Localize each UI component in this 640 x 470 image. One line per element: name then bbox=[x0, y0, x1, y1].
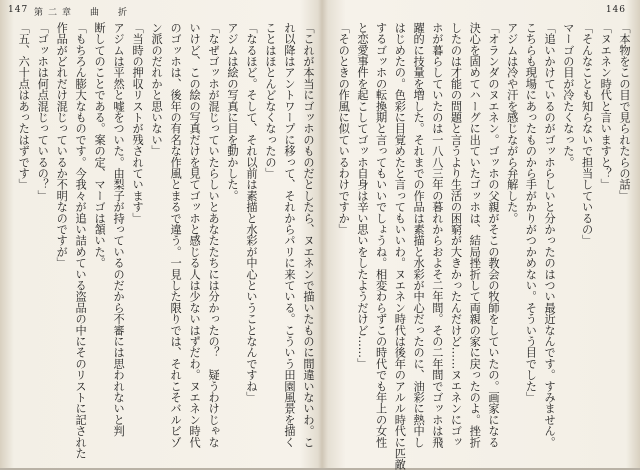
text-line: アジムは冷や汗を感じながら弁解した。 bbox=[505, 22, 519, 224]
text-line: 躍的に技量を増した。それまでの作品は素描と水彩が中心だったのに、油彩に熱中し bbox=[412, 22, 426, 448]
text-line: 作品がどれだけ混じっているか不明なのですが」 bbox=[55, 22, 69, 269]
text-line: 「なぜゴッホが混じっていたらしいとあなたたちには分かったの？ 疑うわけじゃな bbox=[207, 22, 221, 448]
text-line: したのは才能の問題と言うより生活の困窮が大きかったんだけど……ヌエネンにゴッ bbox=[449, 22, 463, 448]
text-line: ホが暮らしていたのは一八八三年の暮れからおよそ二年間。その二年間でゴッホは飛 bbox=[430, 22, 444, 448]
left-text-columns bbox=[17, 22, 315, 459]
text-line: こちらも現場にあったものから手がかりがつかめない。そういう目でした」 bbox=[524, 22, 538, 403]
chapter-title: 第二章 曲 折 bbox=[34, 8, 133, 18]
text-line: 「当時の押収リストが残されています」 bbox=[131, 22, 145, 224]
left-page bbox=[0, 0, 320, 468]
text-line: いけど、この絵の写真だけを見てゴッホと感じる人は少ないはずだわ。ヌエネン時代 bbox=[188, 22, 202, 448]
text-line: 「オランダのヌエネン。ゴッホの父親がそこの教会の牧師をしていたの。画家になる bbox=[486, 22, 500, 448]
right-page bbox=[320, 0, 640, 468]
text-line: 「本物をこの目で見られたらの話」 bbox=[617, 22, 631, 202]
text-line: アジムは絵の写真に目を動かした。 bbox=[226, 22, 240, 202]
text-line: マーゴの目が冷たくなった。 bbox=[561, 22, 575, 168]
text-line: と恋愛事件を起こしてゴッホ自身は辛い思いをしたようだけど……」 bbox=[355, 22, 369, 370]
text-line: 「これが本当にゴッホのものだとしたら、ヌエネンで描いたものに間違いないわ。こ bbox=[301, 22, 315, 448]
text-line: 「五、六十点はあったはずです」 bbox=[17, 22, 31, 190]
text-line: 決心を固めてハーグに出ていたゴッホは、結局挫折して両親の家に戻ったのよ。挫折 bbox=[468, 22, 482, 448]
text-line: アジムは平然と嘘をついた。由梨子が持っているのだから不審には思われないと判 bbox=[112, 22, 126, 437]
text-line: するゴッホの転換期と言ってもいいでしょうね。相変わらずこの時代でも年上の女性 bbox=[374, 22, 388, 448]
text-line: 「そのときの作風に似ているわけですか」 bbox=[337, 22, 351, 235]
text-line: ン派のだれかと思いない」 bbox=[150, 22, 164, 157]
right-text-columns bbox=[337, 22, 631, 470]
text-line: ことはほとんどなくなったの」 bbox=[264, 22, 277, 179]
text-line: 「追いかけているのがゴッホらしいと分かったのはつい最近なんです。すみません。 bbox=[543, 22, 557, 448]
text-line: 「もちろん膨大なものです。今我々が追い詰めている盗品の中にそのリストに記された bbox=[74, 22, 88, 459]
text-line: れ以降はアントワープに移って、それからパリに来ている。こういう田園風景を描く bbox=[282, 22, 296, 448]
right-page-number: 146 bbox=[605, 5, 626, 15]
text-line: 断してのことである。案の定、マーゴは頷いた。 bbox=[93, 22, 107, 269]
text-line: 「ヌエネン時代と言いますと？」 bbox=[599, 22, 613, 190]
text-line: はじめたの。色彩に目覚めたと言ってもいいわ。ヌエネン時代は後年のアルル時代に匹敵 bbox=[393, 22, 407, 470]
text-line: 「ゴッホは何点混じっているの？」 bbox=[36, 22, 50, 202]
text-line: 「そんなことも知らないで担当しているの」 bbox=[580, 22, 594, 246]
text-line: 「なるほど。そして、それ以前は素描と水彩が中心ということなんですね」 bbox=[245, 22, 259, 403]
text-line: のゴッホは、後年の有名な作風とまるで違う。一見した限りでは、それこそバルビゾ bbox=[169, 22, 183, 448]
left-page-number: 147 bbox=[8, 5, 29, 15]
